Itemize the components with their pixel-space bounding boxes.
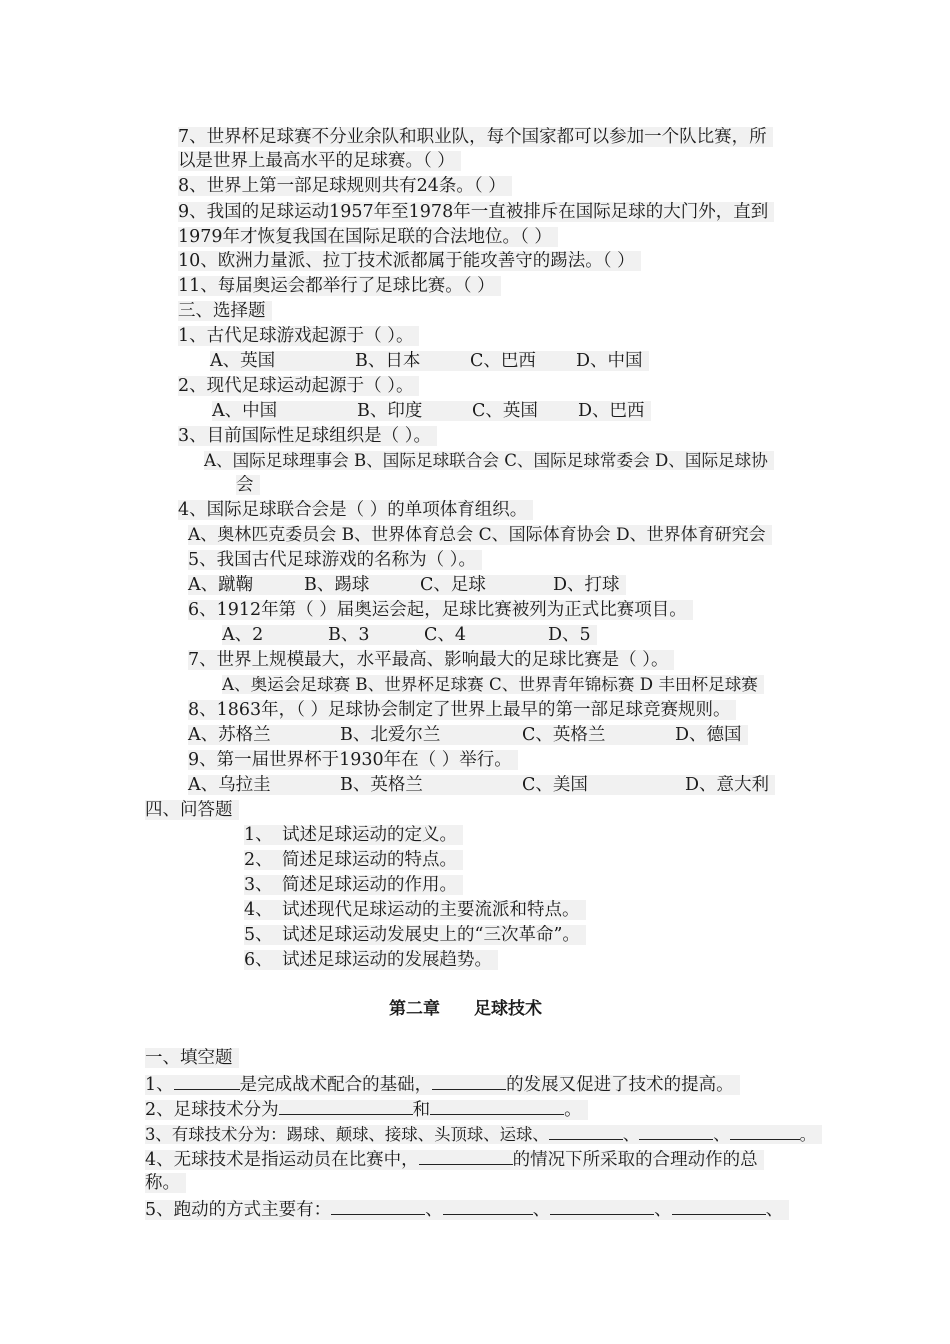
qa-item: 4、 试述现代足球运动的主要流派和特点。 (244, 899, 586, 921)
choice-q7-stem: 7、世界上规模最大，水平最高、影响最大的足球比赛是（ ）。 (188, 649, 674, 671)
qa-item: 6、 试述足球运动的发展趋势。 (244, 949, 498, 971)
judgment-q10: 10、欧洲力量派、拉丁技术派都属于能攻善守的踢法。（ ） (178, 250, 641, 272)
blank-field (432, 1072, 506, 1090)
choice-q1-stem: 1、古代足球游戏起源于（ ）。 (178, 325, 419, 347)
choice-q8-options: A、苏格兰 B、北爱尔兰 C、英格兰 D、德国 (188, 724, 748, 746)
fill-q1: 1、 是完成战术配合的基础， 的发展又促进了技术的提高。 (145, 1072, 740, 1094)
choice-q2-options: A、中国 B、印度 C、英国 D、巴西 (212, 400, 651, 422)
choice-q4-options: A、奥林匹克委员会 B、世界体育总会 C、国际体育协会 D、世界体育研究会 (188, 524, 772, 546)
fill-q4-line2: 称。 (145, 1172, 186, 1194)
choice-q3-options-cont: 会 (236, 474, 260, 496)
fill-heading: 一、填空题 (145, 1047, 239, 1069)
qa-heading: 四、问答题 (145, 799, 239, 821)
choice-q1-options: A、英国 B、日本 C、巴西 D、中国 (210, 350, 649, 372)
judgment-q7-line1: 7、世界杯足球赛不分业余队和职业队，每个国家都可以参加一个队比赛，所 (178, 126, 773, 148)
blank-field (430, 1097, 564, 1115)
choice-q8-stem: 8、1863年，（ ）足球协会制定了世界上最早的第一部足球竞赛规则。 (188, 699, 736, 721)
qa-item: 1、 试述足球运动的定义。 (244, 824, 463, 846)
choice-q9-options: A、乌拉圭 B、英格兰 C、美国 D、意大利 (188, 774, 775, 796)
choice-q4-stem: 4、国际足球联合会是（ ）的单项体育组织。 (178, 499, 533, 521)
blank-field (279, 1097, 413, 1115)
fill-q3: 3、有球技术分为：踢球、颠球、接球、头顶球、运球、 、 、 。 (145, 1122, 822, 1144)
blank-field (549, 1122, 623, 1140)
choice-q2-stem: 2、现代足球运动起源于（ ）。 (178, 375, 419, 397)
blank-field (730, 1122, 800, 1140)
blank-field (174, 1072, 240, 1090)
fill-q5: 5、跑动的方式主要有： 、 、 、 、 (145, 1197, 789, 1219)
choice-q5-stem: 5、我国古代足球游戏的名称为（ ）。 (188, 549, 482, 571)
choice-q3-options: A、国际足球理事会 B、国际足球联合会 C、国际足球常委会 D、国际足球协 (204, 450, 774, 472)
qa-item: 3、 简述足球运动的作用。 (244, 874, 463, 896)
judgment-q11: 11、每届奥运会都举行了足球比赛。（ ） (178, 275, 501, 297)
choice-q7-options: A、奥运会足球赛 B、世界杯足球赛 C、世界青年锦标赛 D 丰田杯足球赛 (222, 674, 764, 696)
choice-q9-stem: 9、第一届世界杯于1930年在（ ）举行。 (188, 749, 518, 771)
blank-field (639, 1122, 713, 1140)
qa-item: 2、 简述足球运动的特点。 (244, 849, 463, 871)
qa-item: 5、 试述足球运动发展史上的“三次革命”。 (244, 924, 586, 946)
blank-field (672, 1197, 766, 1215)
blank-field (443, 1197, 533, 1215)
choice-heading: 三、选择题 (178, 300, 272, 322)
judgment-q9-line1: 9、我国的足球运动1957年至1978年一直被排斥在国际足球的大门外，直到 (178, 201, 774, 223)
blank-field (550, 1197, 654, 1215)
judgment-q8: 8、世界上第一部足球规则共有24条。（ ） (178, 175, 512, 197)
chapter-title: 第二章 足球技术 (389, 999, 542, 1019)
blank-field (419, 1147, 513, 1165)
judgment-q7-line2: 以是世界上最高水平的足球赛。（ ） (178, 150, 461, 172)
choice-q6-stem: 6、1912年第（ ）届奥运会起，足球比赛被列为正式比赛项目。 (188, 599, 693, 621)
choice-q3-stem: 3、目前国际性足球组织是（ ）。 (178, 425, 437, 447)
fill-q2: 2、足球技术分为 和 。 (145, 1097, 588, 1119)
blank-field (331, 1197, 425, 1215)
fill-q4-line1: 4、无球技术是指运动员在比赛中， 的情况下所采取的合理动作的总 (145, 1147, 764, 1169)
judgment-q9-line2: 1979年才恢复我国在国际足联的合法地位。（ ） (178, 226, 558, 248)
choice-q6-options: A、2 B、3 C、4 D、5 (222, 624, 597, 646)
choice-q5-options: A、蹴鞠 B、踢球 C、足球 D、打球 (188, 574, 626, 596)
